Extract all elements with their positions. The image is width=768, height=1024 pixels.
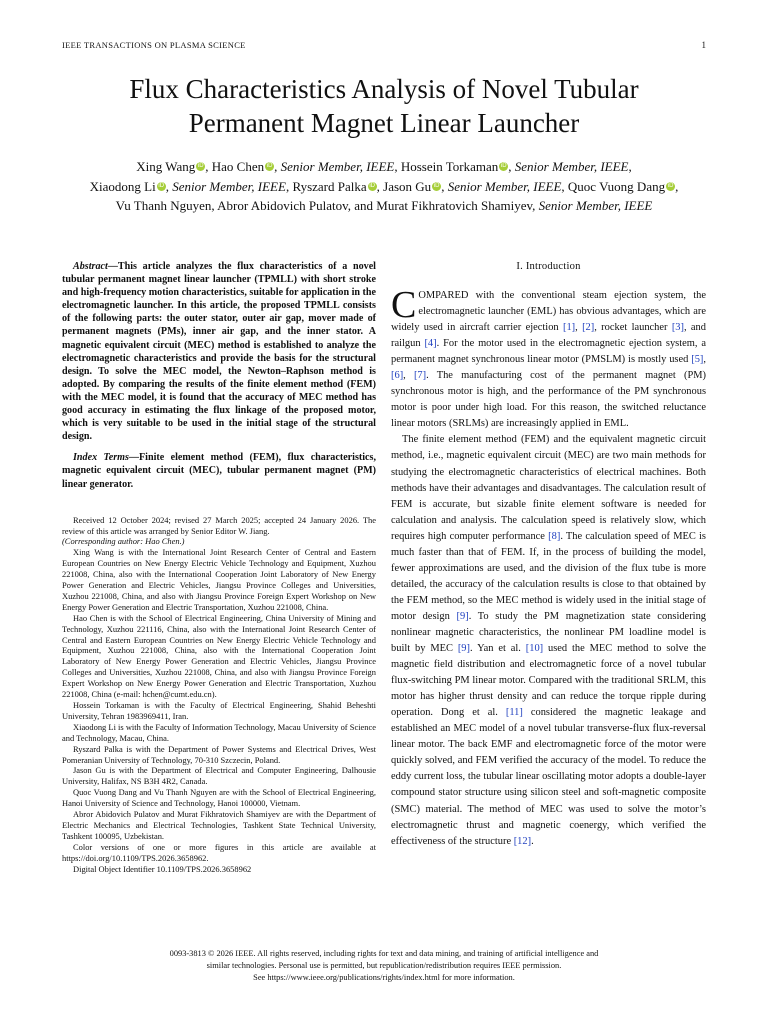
reference-link[interactable]: [6]	[391, 370, 404, 382]
author-line	[60, 196, 708, 216]
paper-title	[40, 72, 728, 140]
footnote: Digital Object Identifier 10.1109/TPS.2026.3658962	[73, 863, 252, 874]
author-affiliation: Senior Member, IEEE	[172, 178, 286, 194]
author-affiliation: Senior Member, IEEE	[280, 159, 395, 174]
orcid-icon[interactable]: iD	[667, 182, 674, 189]
author-name: Hao Chen	[211, 159, 265, 174]
reference-link[interactable]: [10]	[525, 643, 544, 655]
orcid-icon[interactable]: iD	[369, 182, 375, 189]
reference-link[interactable]: [1]	[562, 322, 576, 334]
title-line: Flux Characteristics Analysis of Novel Tubular	[129, 74, 639, 104]
body-paragraph: COMPARED with the conventional steam ejection system, the electromagnetic launcher (EML) has obvious advantages, which are widely used in aircraft carrier ejection [1], [2], rocket launcher [3], and railgun [4]. For the motor used in the electromagnetic ejection system, a permanent magnet synchronous linear motor (PMSLM) is mostly used [5], [6], [7]. The manufacturing cost of the permanent magnet (PM) synchronous motor is high, and the performance of the PM synchronous motor is poor under high load. For this reason, the switched reluctance linear motors (SRLMs) are increasingly applied in EML.	[391, 284, 707, 430]
footnote: Xing Wang is with the International Joint Research Center of Central and Eastern European Countries on New Energy Electric Vehicle Technology and Equipment, Xuzhou 221008, China, also with the International Cooperation Joint Laboratory of New Energy Power Generation and Electric Vehicles, Jiangsu Province Colleges and Universities, Xuzhou 221008, China, and also with Jiangsu Province Foreign Expert Workshop on New Energy Power Generation and Electric Transportation, Xuzhou 221008, China.	[62, 547, 376, 612]
reference-link[interactable]: [8]	[548, 530, 561, 542]
author-name: Quoc Vuong Dang	[567, 178, 666, 194]
orcid-icon[interactable]: iD	[433, 182, 440, 189]
footnote: Abror Abidovich Pulatov and Murat Fikhratovich Shamiyev are with the Department of Electric Mechanics and Electrical Technologies, Tashkent State Technical University, Tashkent 100095, Uzbekistan.	[62, 809, 376, 841]
orcid-icon[interactable]: iD	[266, 163, 273, 169]
reference-link[interactable]: [9]	[457, 643, 470, 655]
footnote: Color versions of one or more figures in this article are available at https://doi.org/10.1109/TPS.2026.3658962.	[62, 841, 376, 863]
right-column	[391, 260, 706, 850]
author-name: Jason Gu	[383, 178, 432, 194]
reference-link[interactable]: [4]	[424, 338, 437, 350]
author-affiliation: Senior Member, IEEE	[538, 198, 653, 213]
footnote: Xiaodong Li is with the Faculty of Information Technology, Macau University of Science and Technology, Macau, China.	[62, 721, 376, 743]
page-number: 1	[701, 40, 706, 50]
author-name: Xing Wang	[136, 159, 196, 174]
author-name: Ryszard Palka	[292, 178, 367, 194]
author-line: Xiaodong Li iD , Senior Member, IEEE, Ryszard Palka iD , Jason Gu iD , Senior Member, IEEE, Quoc Vuong Dang iD ,	[89, 178, 679, 194]
reference-link[interactable]: [12]	[513, 835, 532, 847]
author-affiliation: Senior Member, IEEE	[514, 159, 629, 174]
copyright-line: See https://www.ieee.org/publications/rights/index.html for more information.	[253, 972, 515, 982]
section-heading: I. Introduction	[516, 261, 581, 272]
body-paragraph: The finite element method (FEM) and the equivalent magnetic circuit method, i.e., magnetic equivalent circuit (MEC) are two main methods for studying the electromagnetic characteristics of electrical machines. Both methods have their advantages and disadvantages. The calculation result of FEM is accurate, but sizable finite element software is needed for calculation and analysis. The calculation speed is relatively slow, which requires high computer performance [8]. The calculation speed of MEC is much faster than that of FEM. If, in the process of building the model, fewer approximations are used, and the division of the flux tube is more detailed, the accuracy of the calculation results is close to that obtained by the FEM method, so the MEC method is widely used in the initial stage of motor design [9]. To study the PM magnetization state considering nonlinear magnetic characteristics, the nonlinear PM loadline model is built by MEC [9]. Yan et al. [10] used the MEC method to solve the magnetic field distribution and electromagnetic force of a novel tubular flux-switching PM linear motor. Compared with the traditional SRLM, this motor has higher thrust density and can reduce the torque ripple during operation. Dong et al. [11] considered the magnetic leakage and established an MEC model of a novel tubular transverse-flux flux-reversal linear motor. The back EMF and electromagnetic force of the motor were quickly solved, and FEM verified the accuracy of the model. To reduce the eddy current loss, the tubular linear oscillating motor adopts a double-layer compound stator structure using silicon steel and soft-magnetic composite (SMC) material. The method of MEC was used to solve the motor’s electromagnetic thrust and magnetic coenergy, which verified the effectiveness of the structure [12].	[391, 434, 707, 847]
author-name: Vu Thanh Nguyen, Abror Abidovich Pulatov, and Murat Fikhratovich Shamiyev,	[115, 198, 539, 213]
reference-link[interactable]: [7]	[413, 370, 427, 382]
reference-link[interactable]: [3]	[671, 322, 684, 334]
footnote: Hossein Torkaman is with the Faculty of Electrical Engineering, Shahid Beheshti University, Tehran 1983969411, Iran.	[62, 700, 376, 721]
author-line: Xing Wang iD , Hao Chen iD , Senior Member, IEEE, Hossein Torkaman iD , Senior Member, IEEE,	[136, 159, 632, 174]
reference-link[interactable]: [11]	[505, 707, 523, 719]
copyright-notice	[40, 948, 728, 983]
reference-link[interactable]: [5]	[691, 354, 704, 366]
footnote: Hao Chen is with the School of Electrical Engineering, China University of Mining and Technology, Xuzhou 221116, China, also with the International Joint Research Center of Central and Eastern European Countries on New Energy Electric Vehicle Technology and Equipment, Xuzhou 221008, China, also with the International Cooperation Joint Laboratory of New Energy Power Generation and Electric Vehicles, Jiangsu Province Colleges and Universities, Xuzhou 221008, China, and also with Jiangsu Province Foreign Expert Workshop on New Energy Power Generation and Electric Transportation, Xuzhou 221008, China (e-mail: hchen@cumt.edu.cn).	[62, 612, 376, 700]
drop-cap: C	[391, 284, 417, 326]
footnote: Received 12 October 2024; revised 27 March 2025; accepted 24 January 2026. The review of this article was arranged by Senior Editor W. Jiang. (Corresponding author: Hao Chen.)	[62, 514, 376, 547]
index-terms-label: Index Terms	[73, 452, 129, 464]
title-line: Permanent Magnet Linear Launcher	[188, 108, 580, 138]
author-list	[60, 157, 708, 216]
journal-header: IEEE TRANSACTIONS ON PLASMA SCIENCE	[62, 40, 246, 50]
index-terms	[62, 451, 376, 490]
copyright-line: 0093-3813 © 2026 IEEE. All rights reserved, including rights for text and data mining, and training of artificial intelligence and	[169, 949, 599, 958]
footnote: Ryszard Palka is with the Department of Power Systems and Electrical Drives, West Pomeranian University of Technology, 70-310 Szczecin, Poland.	[62, 743, 376, 765]
index-terms-text: —Finite element method (FEM), flux characteristics, magnetic equivalent circuit (MEC), tubular permanent magnet (PM) linear generator.	[62, 452, 376, 490]
footnote: Quoc Vuong Dang and Vu Thanh Nguyen are with the School of Electrical Engineering, Hanoi University of Science and Technology, Hanoi 100000, Vietnam.	[62, 787, 376, 809]
abstract-text: —This article analyzes the flux characteristics of a novel tubular permanent magnet linear launcher (TPMLL) with short stroke and high-frequency motion characteristics, suitable for application in the electromagnetic launcher. In this article, the proposed TPMLL consists of the following parts: the outer stator, outer air gap, mover made of permanent magnets (PMs), inner air gap, and the inner stator. A magnetic equivalent circuit (MEC) method is established to analyze the electromagnetic characteristics and provide the basis for the structural design. To solve the MEC model, the Newton–Raphson method is adopted. By comparing the results of the finite element method (FEM) with the MEC model, it is found that the accuracy of MEC method has good accuracy in estimating the flux linkage of the proposed motor, which is very suitable to be used in the initial stage of the structural design.	[62, 261, 376, 443]
footnote: Jason Gu is with the Department of Electrical and Computer Engineering, Dalhousie University, Halifax, NS B3H 4R2, Canada.	[62, 765, 376, 787]
left-column	[62, 260, 376, 875]
author-name: Hossein Torkaman	[400, 159, 499, 174]
abstract	[62, 260, 376, 443]
reference-link[interactable]: [9]	[456, 610, 469, 622]
reference-link[interactable]: [2]	[582, 322, 595, 334]
author-affiliation: Senior Member, IEEE	[447, 178, 562, 194]
footnotes	[62, 515, 376, 875]
orcid-icon[interactable]: iD	[158, 182, 165, 189]
orcid-icon[interactable]: iD	[197, 163, 204, 169]
copyright-line: similar technologies. Personal use is permitted, but republication/redistribution requires IEEE permission.	[206, 960, 562, 970]
orcid-icon[interactable]: iD	[500, 163, 507, 169]
abstract-label: Abstract	[73, 261, 108, 272]
author-name: Xiaodong Li	[89, 178, 156, 194]
